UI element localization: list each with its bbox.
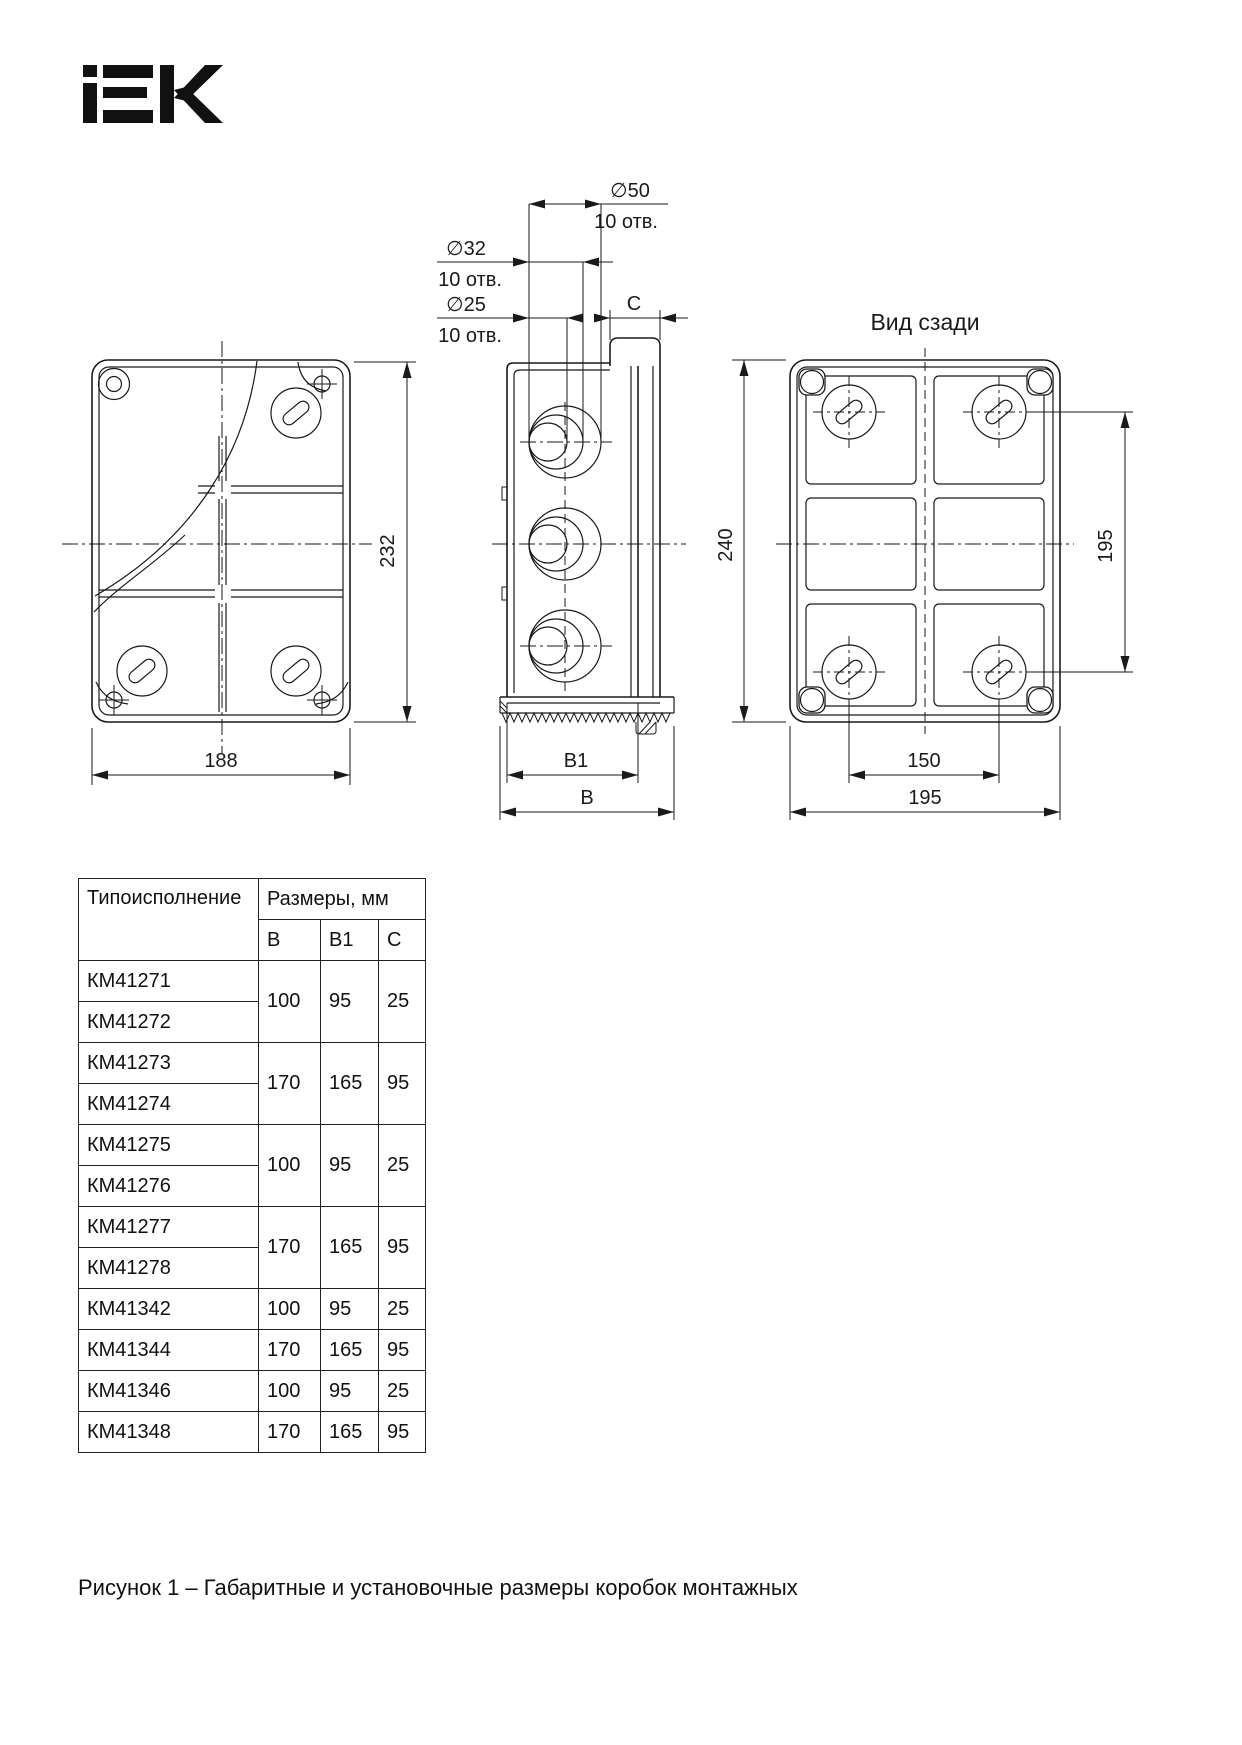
rear-view-drawing (715, 309, 1133, 820)
side-view-drawing (437, 180, 688, 820)
model-cell: КМ41273 (79, 1043, 259, 1084)
dim-label-d32-count: 10 отв. (438, 269, 502, 291)
model-cell: КМ41272 (79, 1002, 259, 1043)
table-row (79, 1289, 426, 1330)
dim-label-240: 240 (715, 528, 737, 562)
dim-label-d50: ∅50 (610, 180, 650, 202)
b1-cell: 95 (321, 961, 379, 1043)
dim-label-d50-count: 10 отв. (594, 211, 658, 233)
b-cell: 100 (259, 961, 321, 1043)
lid-peel-curve (95, 361, 257, 596)
table-row (79, 1371, 426, 1412)
table-header-row (79, 879, 426, 920)
model-cell: КМ41278 (79, 1248, 259, 1289)
b1-cell: 165 (321, 1330, 379, 1371)
model-cell: КМ41277 (79, 1207, 259, 1248)
dim-label-195v: 195 (1095, 529, 1117, 563)
model-cell: КМ41348 (79, 1412, 259, 1453)
c-cell: 25 (379, 1289, 426, 1330)
col-subheader-c: C (379, 920, 426, 961)
table-row (79, 1412, 426, 1453)
model-cell: КМ41342 (79, 1289, 259, 1330)
b-cell: 170 (259, 1412, 321, 1453)
model-cell: КМ41276 (79, 1166, 259, 1207)
dim-188 (92, 728, 350, 785)
table-row (79, 961, 426, 1002)
b1-cell: 95 (321, 1371, 379, 1412)
dim-c (594, 293, 688, 340)
model-cell: КМ41275 (79, 1125, 259, 1166)
b1-cell: 165 (321, 1043, 379, 1125)
dim-240 (715, 360, 786, 722)
b1-cell: 165 (321, 1207, 379, 1289)
c-cell: 95 (379, 1412, 426, 1453)
b1-cell: 95 (321, 1289, 379, 1330)
dim-label-b1: B1 (563, 750, 589, 772)
figure-caption: Рисунок 1 – Габаритные и установочные размеры коробок монтажных (78, 1575, 798, 1600)
dim-label-b: B (580, 787, 594, 809)
b-cell: 170 (259, 1043, 321, 1125)
col-subheader-b1: B1 (321, 920, 379, 961)
b-cell: 100 (259, 1125, 321, 1207)
dim-label-150: 150 (907, 750, 941, 772)
table-row (79, 1043, 426, 1084)
model-cell: КМ41344 (79, 1330, 259, 1371)
col-header-sizes: Размеры, мм (259, 879, 426, 920)
model-cell: КМ41346 (79, 1371, 259, 1412)
dimensions-table (78, 878, 426, 1453)
b-cell: 100 (259, 1289, 321, 1330)
col-subheader-b: B (259, 920, 321, 961)
b1-cell: 165 (321, 1412, 379, 1453)
dim-b (500, 726, 674, 820)
c-cell: 25 (379, 1125, 426, 1207)
b-cell: 170 (259, 1207, 321, 1289)
dim-232 (354, 362, 416, 722)
dim-label-d25: ∅25 (446, 294, 486, 316)
c-cell: 25 (379, 1371, 426, 1412)
table-row (79, 1207, 426, 1248)
c-cell: 25 (379, 961, 426, 1043)
model-cell: КМ41271 (79, 961, 259, 1002)
cover-skirt (500, 697, 674, 734)
dim-label-d32: ∅32 (446, 238, 486, 260)
dim-195-bottom (790, 726, 1060, 820)
table-row (79, 1330, 426, 1371)
dim-label-c: C (626, 293, 642, 315)
b-cell: 100 (259, 1371, 321, 1412)
b-cell: 170 (259, 1330, 321, 1371)
c-cell: 95 (379, 1207, 426, 1289)
cover-rim (610, 338, 660, 366)
dim-d32 (437, 238, 613, 291)
model-cell: КМ41274 (79, 1084, 259, 1125)
dim-label-232: 232 (377, 534, 399, 568)
b1-cell: 95 (321, 1125, 379, 1207)
mounting-screw-bosses (813, 376, 1035, 701)
table-row (79, 1125, 426, 1166)
c-cell: 95 (379, 1330, 426, 1371)
front-view-drawing (62, 341, 416, 785)
dim-label-d25-count: 10 отв. (438, 325, 502, 347)
dim-d50 (529, 180, 668, 233)
c-cell: 95 (379, 1043, 426, 1125)
dim-d25 (437, 294, 583, 347)
technical-drawing-canvas (0, 0, 1242, 860)
brand-logo-icon (83, 65, 223, 123)
rear-view-title: Вид сзади (870, 309, 980, 335)
col-header-type: Типоисполнение (79, 879, 259, 961)
dim-label-195b: 195 (908, 787, 942, 809)
dim-150 (849, 701, 999, 783)
dim-label-188: 188 (204, 750, 238, 772)
